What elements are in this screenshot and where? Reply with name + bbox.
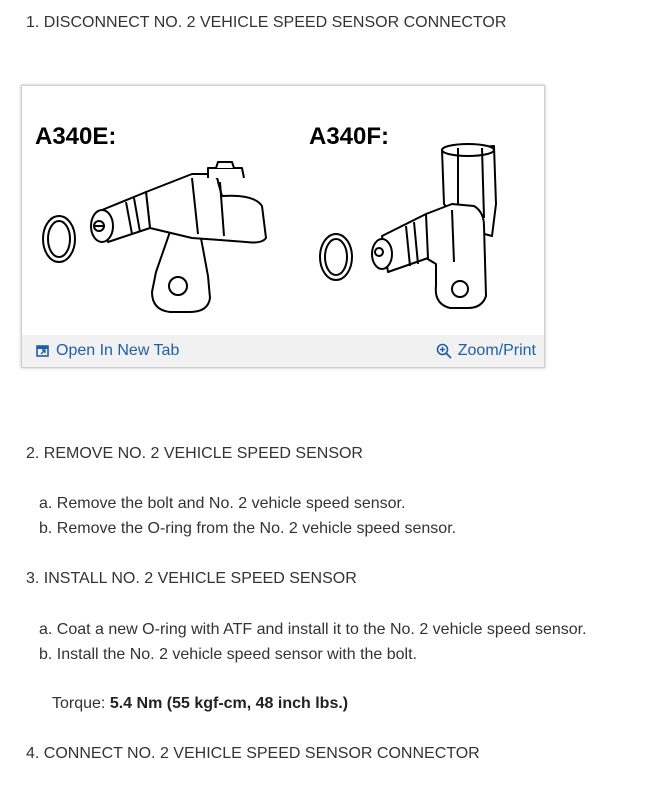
torque-label: Torque: xyxy=(52,695,106,712)
figure-toolbar xyxy=(22,335,544,367)
a340f-sensor xyxy=(372,144,496,308)
torque-spec xyxy=(52,695,348,713)
a340e-sensor xyxy=(91,162,266,312)
sensor-figure xyxy=(21,85,545,368)
open-in-new-tab-link[interactable] xyxy=(36,342,179,360)
step-1-heading: 1. DISCONNECT NO. 2 VEHICLE SPEED SENSOR CONNECTOR xyxy=(26,14,507,31)
label-a340f: A340F: xyxy=(309,123,390,150)
step-4-heading: 4. CONNECT NO. 2 VEHICLE SPEED SENSOR CONNECTOR xyxy=(26,745,480,762)
a340f-o-ring xyxy=(320,234,352,280)
speed-sensor-diagram xyxy=(22,86,544,335)
zoom-print-link[interactable] xyxy=(436,342,536,360)
zoom-print-label: Zoom/Print xyxy=(457,342,536,359)
open-new-tab-icon xyxy=(36,344,50,358)
a340e-o-ring xyxy=(43,216,75,262)
step-3b-text: b. Install the No. 2 vehicle speed sensor with the bolt. xyxy=(39,646,417,663)
open-in-new-tab-label: Open In New Tab xyxy=(56,342,180,359)
step-2-heading: 2. REMOVE NO. 2 VEHICLE SPEED SENSOR xyxy=(26,445,363,462)
step-2b-text: b. Remove the O-ring from the No. 2 vehicle speed sensor. xyxy=(39,520,457,537)
step-3-heading: 3. INSTALL NO. 2 VEHICLE SPEED SENSOR xyxy=(26,570,357,587)
label-a340e: A340E: xyxy=(35,123,117,150)
torque-value: 5.4 Nm (55 kgf-cm, 48 inch lbs.) xyxy=(109,695,349,712)
step-2a-text: a. Remove the bolt and No. 2 vehicle speed sensor. xyxy=(39,495,406,512)
step-3a-text: a. Coat a new O-ring with ATF and install it to the No. 2 vehicle speed sensor. xyxy=(39,621,587,638)
zoom-in-icon xyxy=(436,343,452,359)
